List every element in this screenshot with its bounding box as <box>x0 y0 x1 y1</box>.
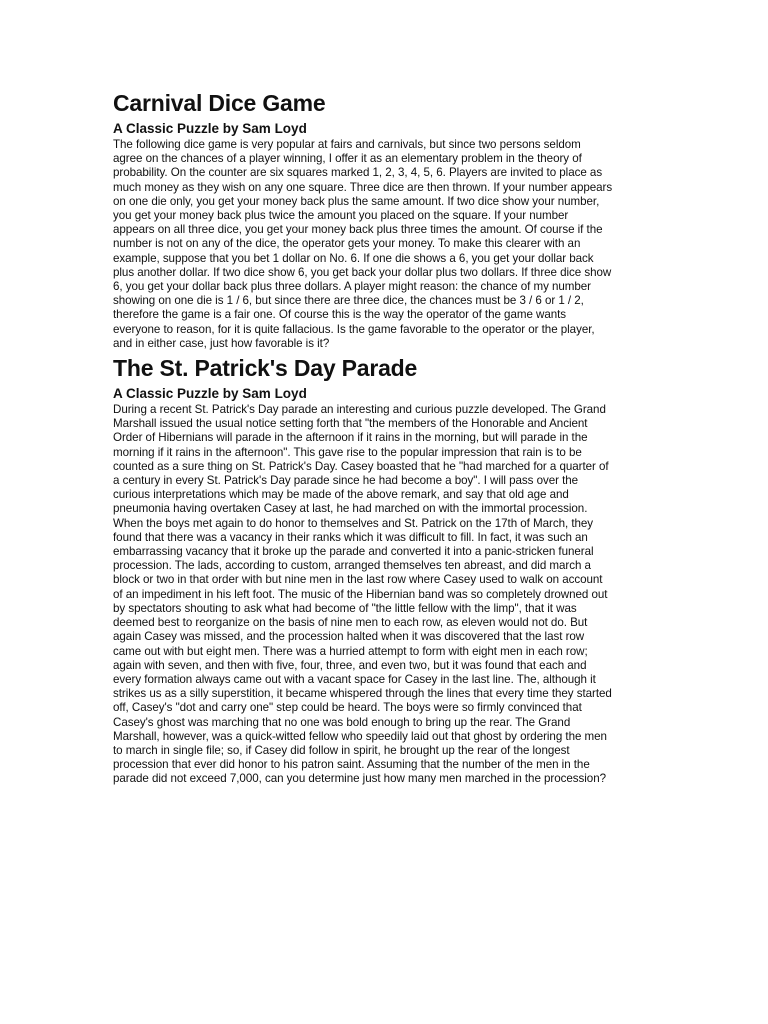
article-carnival-dice-game <box>113 88 658 351</box>
article-body: During a recent St. Patrick's Day parade an interesting and curious puzzle developed. The Grand Marshall issued the usual notice setting forth that "the members of the Honorable and Ancient Order of Hibernians will parade in the afternoon if it rains in the morning, but will parade in the morning if it rains in the afternoon". This gave rise to the popular impression that rain is to be counted as a sure thing on St. Patrick's Day. Casey boasted that he "had marched for a quarter of a century in every St. Patrick's Day parade since he had become a boy". I will pass over the curious interpretations which may be made of the above remark, and say that old age and pneumonia having overtaken Casey at last, he had marched on with the immortal procession. When the boys met again to do honor to themselves and St. Patrick on the 17th of March, they found that there was a vacancy in their ranks which it was difficult to fill. In fact, it was such an embarrassing vacancy that it broke up the parade and converted it into a panic-stricken funeral procession. The lads, according to custom, arranged themselves ten abreast, and did march a block or two in that order with but nine men in the last row where Casey used to walk on account of an impediment in his left foot. The music of the Hibernian band was so completely drowned out by spectators shouting to ask what had become of "the little fellow with the limp", that it was deemed best to reorganize on the basis of nine men to each row, as eleven would not do. But again Casey was missed, and the procession halted when it was discovered that the last row came out with but eight men. There was a hurried attempt to form with eight men in each row; again with seven, and then with five, four, three, and even two, but it was found that each and every formation always came out with a vacant space for Casey in the last line. The, although it strikes us as a silly superstition, it became whispered through the lines that every time they started off, Casey's "dot and carry one" step could be heard. The boys were so firmly convinced that Casey's ghost was marching that no one was bold enough to bring up the rear. The Grand Marshall, however, was a quick-witted fellow who speedily laid out that ghost by ordering the men to march in single file; so, if Casey did follow in spirit, he brought up the rear of the longest procession that ever did honor to his patron saint. Assuming that the number of the men in the parade did not exceed 7,000, can you determine just how many men marched in the procession? <box>113 403 612 786</box>
article-subtitle: A Classic Puzzle by Sam Loyd <box>113 121 307 136</box>
article-st-patricks-day-parade <box>113 353 658 786</box>
article-body: The following dice game is very popular at fairs and carnivals, but since two persons seldom agree on the chances of a player winning, I offer it as an elementary problem in the theory of probability. On the counter are six squares marked 1, 2, 3, 4, 5, 6. Players are invited to place as much money as they wish on any one square. Three dice are then thrown. If your number appears on one die only, you get your money back plus the same amount. If two dice show your number, you get your money back plus twice the amount you placed on the square. If your number appears on all three dice, you get your money back plus three times the amount. Of course if the number is not on any of the dice, the operator gets your money. To make this clearer with an example, suppose that you bet 1 dollar on No. 6. If one die shows a 6, you get your dollar back plus another dollar. If two dice show 6, you get back your dollar plus two dollars. If three dice show 6, you get your dollar back plus three dollars. A player might reason: the chance of my number showing on one die is 1 / 6, but since there are three dice, the chances must be 3 / 6 or 1 / 2, therefore the game is a fair one. Of course this is the way the operator of the game wants everyone to reason, for it is quite fallacious. Is the game favorable to the operator or the player, and in either case, just how favorable is it? <box>113 138 613 350</box>
document-page <box>113 88 658 787</box>
article-title: The St. Patrick's Day Parade <box>113 355 418 382</box>
article-title: Carnival Dice Game <box>113 90 326 116</box>
article-subtitle: A Classic Puzzle by Sam Loyd <box>113 386 307 402</box>
